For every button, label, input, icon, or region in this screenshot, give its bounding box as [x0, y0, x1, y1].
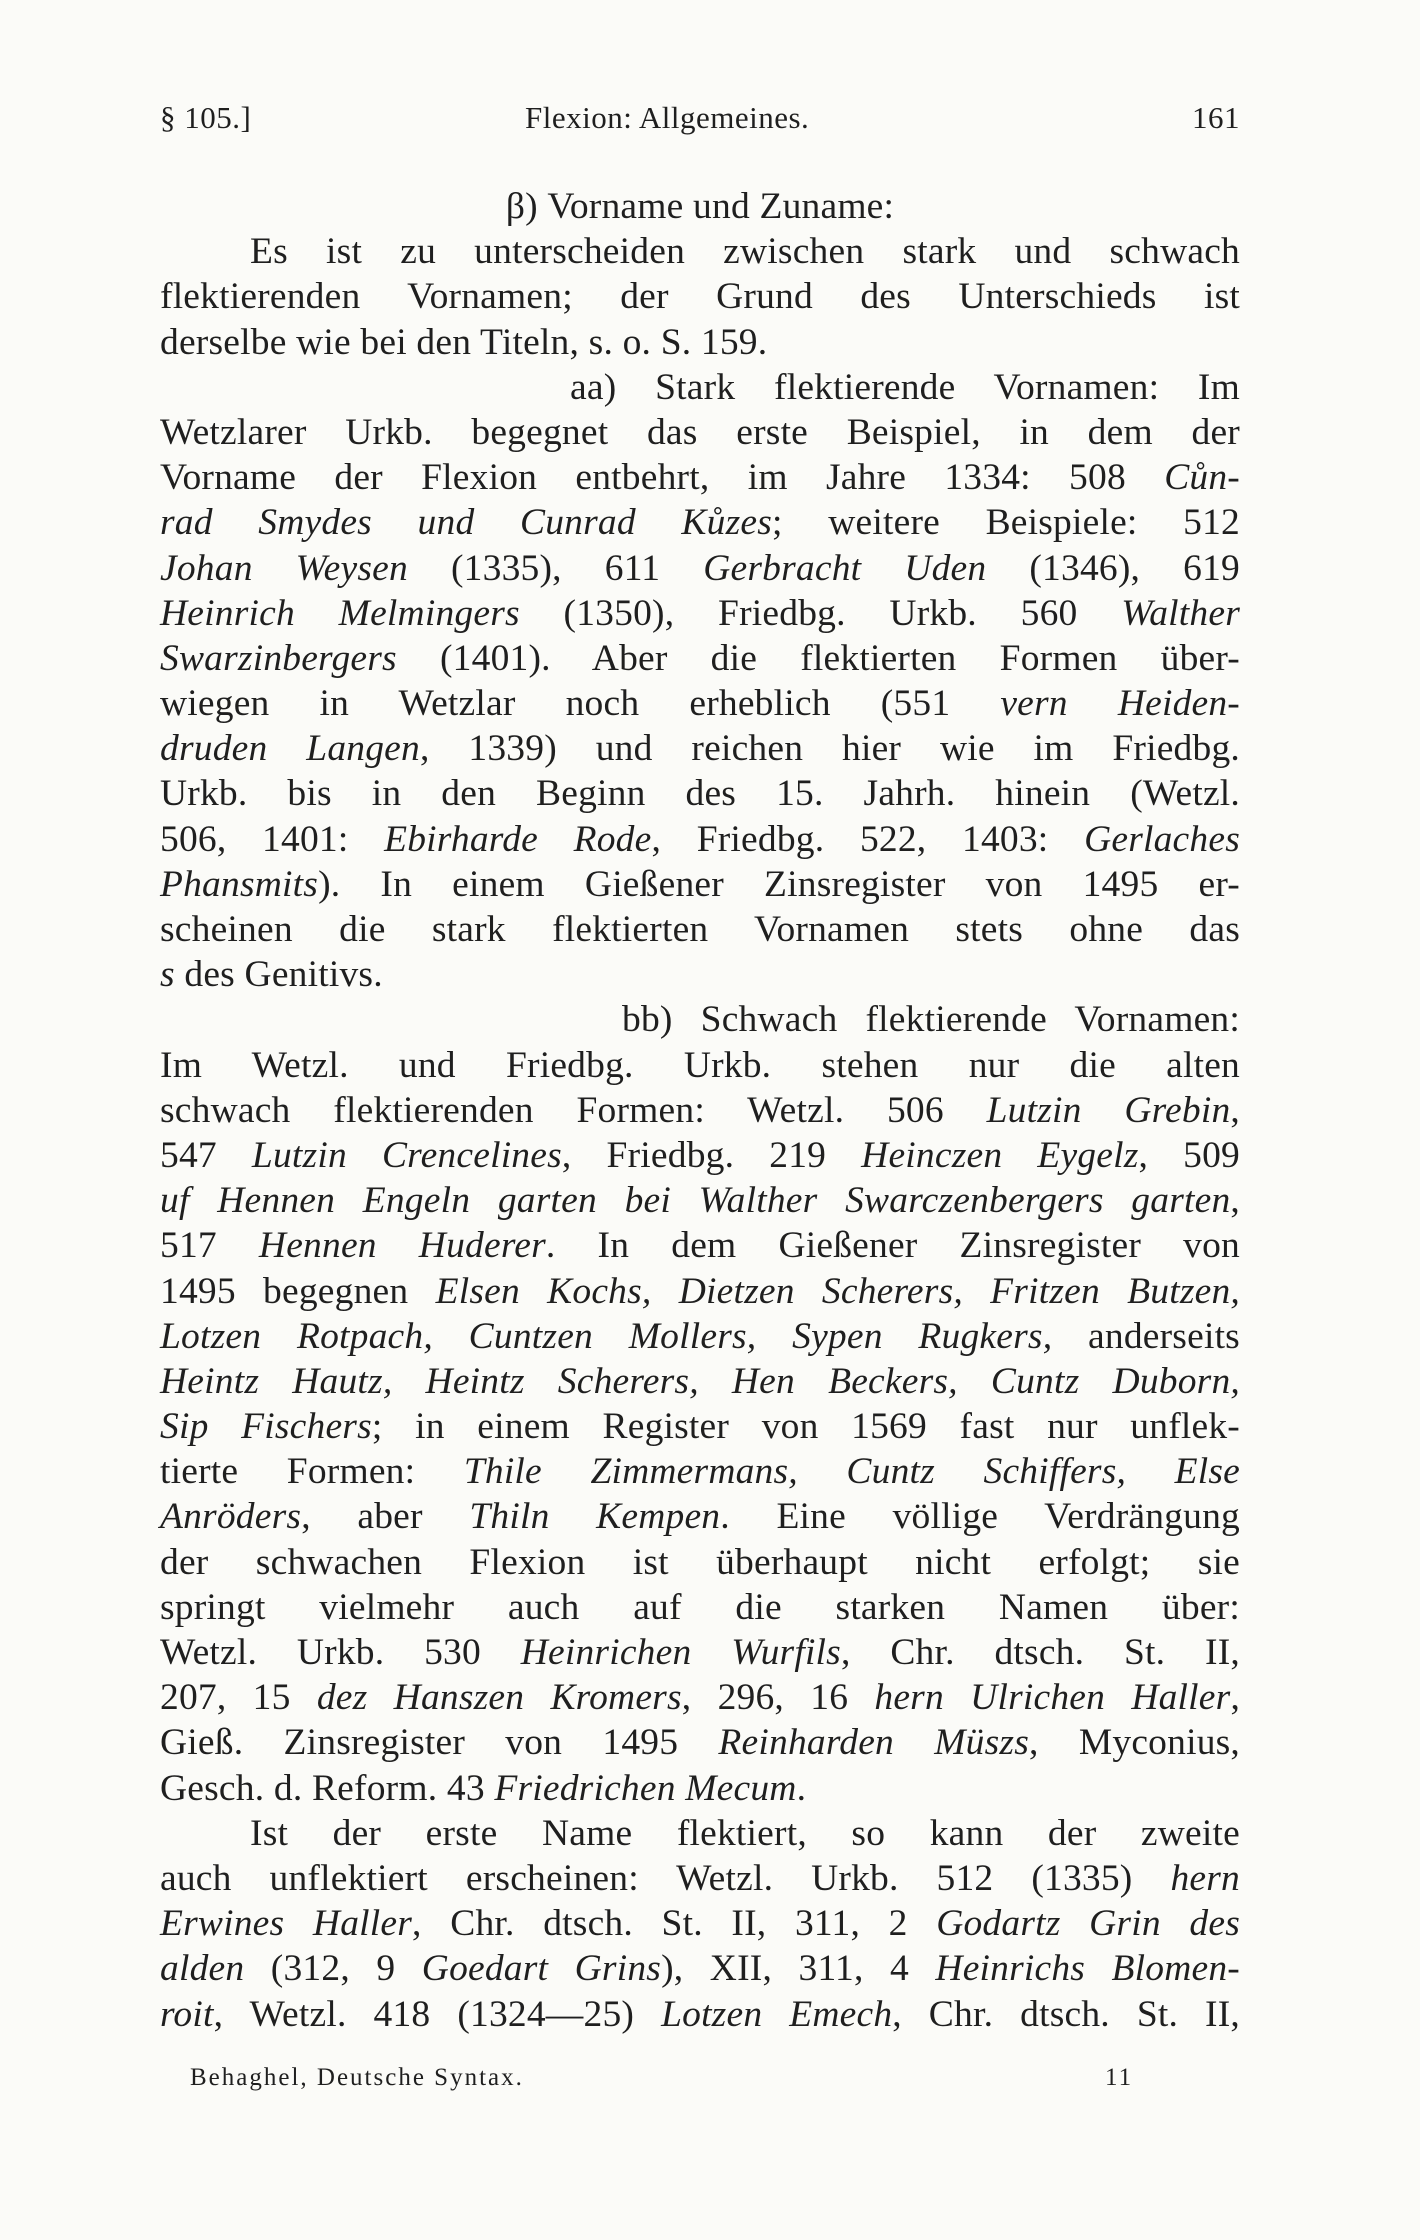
text-line: der schwachen Flexion ist überhaupt nicht erfolgt; sie	[160, 1541, 1240, 1583]
text-line: Swarzinbergers (1401). Aber die flektierten Formen über-	[160, 637, 1240, 679]
text-line: Urkb. bis in den Beginn des 15. Jahrh. hinein (Wetzl.	[160, 773, 1240, 815]
text-line: 207, 15 dez Hanszen Kromers, 296, 16 hern Ulrichen Haller,	[160, 1677, 1241, 1719]
sheet-signature: Behaghel, Deutsche Syntax.	[190, 2064, 524, 2091]
text-line: 547 Lutzin Crencelines, Friedbg. 219 Heinczen Eygelz, 509	[160, 1134, 1241, 1176]
text-line: 506, 1401: Ebirharde Rode, Friedbg. 522, 1403: Gerlaches	[160, 818, 1240, 860]
subsection-heading: β) Vorname und Zuname:	[505, 186, 895, 227]
text-line: alden (312, 9 Goedart Grins), XII, 311, 4 Heinrichs Blomen-	[160, 1948, 1240, 1990]
text-line: Erwines Haller, Chr. dtsch. St. II, 311, 2 Godartz Grin des	[160, 1903, 1240, 1945]
text-line: 1495 begegnen Elsen Kochs, Dietzen Scherers, Fritzen Butzen,	[160, 1270, 1240, 1312]
text-line: rad Smydes und Cunrad Kůzes; weitere Beispiele: 512	[160, 502, 1240, 544]
sheet-signature-line	[190, 2064, 1140, 2104]
text-line: wiegen in Wetzlar noch erheblich (551 vern Heiden-	[160, 683, 1240, 725]
sub-heading-line: aa) Stark flektierende Vornamen: Im	[570, 366, 1240, 408]
text-line: Lotzen Rotpach, Cuntzen Mollers, Sypen Rugkers, anderseits	[160, 1315, 1240, 1357]
text-line: Vorname der Flexion entbehrt, im Jahre 1334: 508 Cůn-	[160, 457, 1240, 499]
text-line: tierte Formen: Thile Zimmermans, Cuntz Schiffers, Else	[160, 1451, 1241, 1493]
text-line: auch unflektiert erscheinen: Wetzl. Urkb. 512 (1335) hern	[160, 1857, 1240, 1899]
text-line: Heinrich Melmingers (1350), Friedbg. Urkb. 560 Walther	[160, 592, 1241, 634]
text-line: Anröders, aber Thiln Kempen. Eine völlige Verdrängung	[160, 1496, 1240, 1538]
text-line: Gieß. Zinsregister von 1495 Reinharden Müszs, Myconius,	[160, 1722, 1241, 1764]
text-line: flektierenden Vornamen; der Grund des Unterschieds ist	[160, 276, 1240, 318]
text-line: Wetzlarer Urkb. begegnet das erste Beispiel, in dem der	[160, 411, 1240, 453]
text-line: Johan Weysen (1335), 611 Gerbracht Uden (1346), 619	[160, 547, 1240, 589]
text-line: uf Hennen Engeln garten bei Walther Swarczenbergers garten,	[160, 1180, 1240, 1222]
body-text	[160, 184, 1240, 2037]
text-line: scheinen die stark flektierten Vornamen stets ohne das	[160, 909, 1240, 950]
sheet-number: 11	[1105, 2064, 1134, 2091]
text-line: Ist der erste Name flektiert, so kann der zweite	[250, 1812, 1240, 1854]
text-line: Gesch. d. Reform. 43 Friedrichen Mecum.	[160, 1767, 807, 1809]
sub-heading-line: bb) Schwach flektierende Vornamen:	[622, 999, 1240, 1041]
text-line: Wetzl. Urkb. 530 Heinrichen Wurfils, Chr. dtsch. St. II,	[160, 1632, 1240, 1673]
text-line: derselbe wie bei den Titeln, s. o. S. 159.	[160, 321, 768, 363]
text-line: Es ist zu unterscheiden zwischen stark und schwach	[250, 231, 1240, 273]
text-line: springt vielmehr auch auf die starken Namen über:	[160, 1586, 1240, 1628]
text-line: schwach flektierenden Formen: Wetzl. 506 Lutzin Grebin,	[160, 1089, 1240, 1131]
running-title: Flexion: Allgemeines.	[525, 100, 810, 135]
page-number: 161	[1192, 100, 1240, 135]
text-line: Im Wetzl. und Friedbg. Urkb. stehen nur die alten	[160, 1044, 1240, 1086]
text-line: roit, Wetzl. 418 (1324—25) Lotzen Emech, Chr. dtsch. St. II,	[160, 1993, 1240, 2035]
text-line: Heintz Hautz, Heintz Scherers, Hen Beckers, Cuntz Duborn,	[160, 1360, 1240, 1402]
text-line: s des Genitivs.	[160, 954, 383, 996]
text-line: 517 Hennen Huderer. In dem Gießener Zinsregister von	[160, 1225, 1240, 1267]
section-reference: § 105.]	[160, 100, 252, 135]
running-header	[160, 100, 1240, 150]
text-line: Phansmits). In einem Gießener Zinsregister von 1495 er-	[160, 863, 1240, 905]
text-line: druden Langen, 1339) und reichen hier wie im Friedbg.	[160, 728, 1240, 770]
text-line: Sip Fischers; in einem Register von 1569 fast nur unflek-	[160, 1406, 1240, 1448]
